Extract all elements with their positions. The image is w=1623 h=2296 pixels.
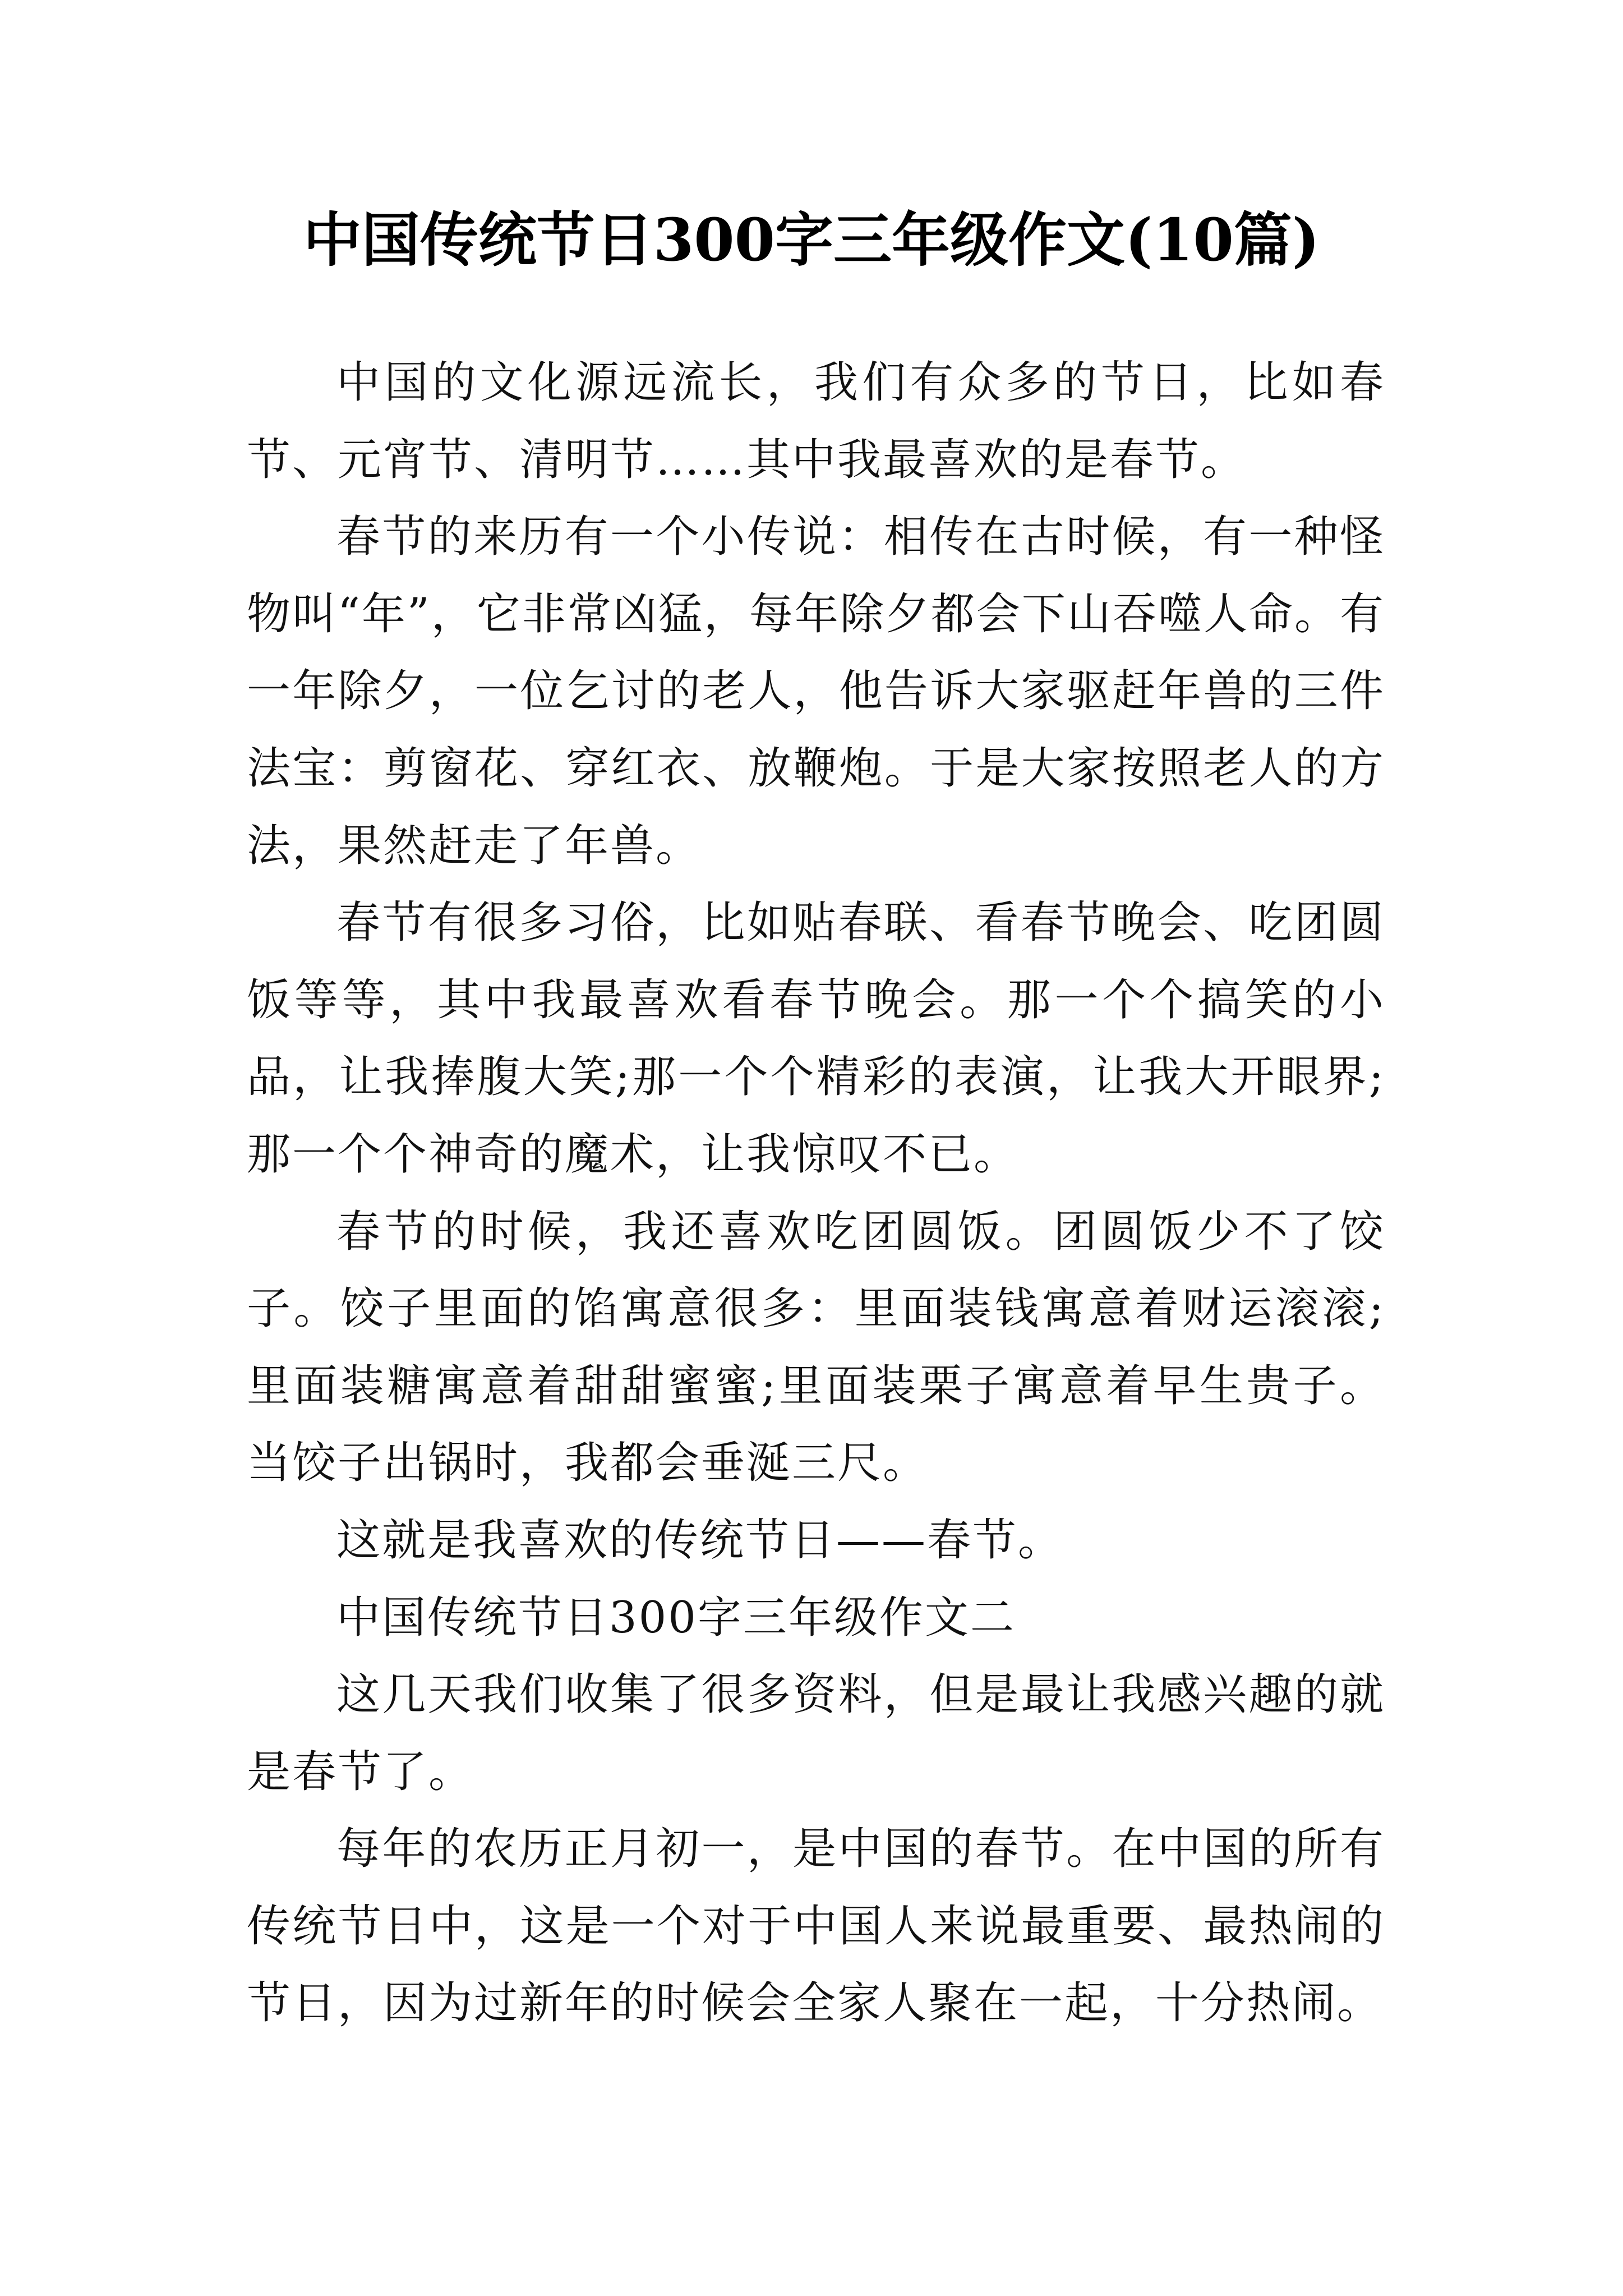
document-body xyxy=(247,344,1385,2042)
section-heading-2: 中国传统节日300字三年级作文二 xyxy=(336,1592,1016,1643)
paragraph-3: 春节有很多习俗，比如贴春联、看春节晚会、吃团圆饭等等，其中我最喜欢看春节晚会。那一个个搞笑的小品，让我捧腹大笑;那一个个精彩的表演，让我大开眼界;那一个个神奇的魔术，让我惊叹不已。 xyxy=(247,898,1385,1180)
paragraph-6: 这几天我们收集了很多资料，但是最让我感兴趣的就是春节了。 xyxy=(247,1669,1385,1797)
paragraph-1: 中国的文化源远流长，我们有众多的节日，比如春节、元宵节、清明节……其中我最喜欢的是春节。 xyxy=(247,357,1385,485)
paragraph-5: 这就是我喜欢的传统节日——春节。 xyxy=(336,1515,1064,1566)
paragraph-7: 每年的农历正月初一，是中国的春节。在中国的所有传统节日中，这是一个对于中国人来说最重要、最热闹的节日，因为过新年的时候会全家人聚在一起，十分热闹。 xyxy=(247,1824,1385,2029)
paragraph-4: 春节的时候，我还喜欢吃团圆饭。团圆饭少不了饺子。饺子里面的馅寓意很多：里面装钱寓意着财运滚滚;里面装糖寓意着甜甜蜜蜜;里面装栗子寓意着早生贵子。当饺子出锅时，我都会垂涎三尺。 xyxy=(247,1206,1385,1489)
paragraph-2: 春节的来历有一个小传说：相传在古时候，有一种怪物叫“年”，它非常凶猛，每年除夕都会下山吞噬人命。有一年除夕，一位乞讨的老人，他告诉大家驱赶年兽的三件法宝：剪窗花、穿红衣、放鞭炮。于是大家按照老人的方法，果然赶走了年兽。 xyxy=(247,512,1385,871)
document-title: 中国传统节日300字三年级作文(10篇) xyxy=(303,205,1320,274)
